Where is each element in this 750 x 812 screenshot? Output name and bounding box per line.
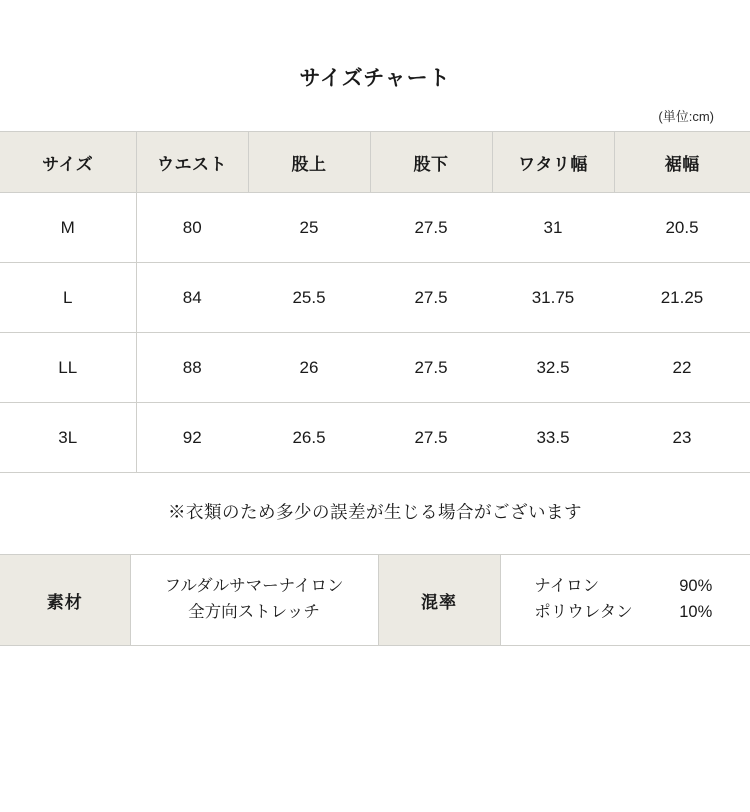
composition-item <box>534 574 716 600</box>
table-row <box>0 263 750 333</box>
table-row <box>0 193 750 263</box>
column-header-size: サイズ <box>0 132 136 193</box>
size-chart-page <box>0 62 750 812</box>
row-size-label: M <box>0 193 136 263</box>
cell-waist: 88 <box>136 333 248 403</box>
disclaimer-note: ※衣類のため多少の誤差が生じる場合がございます <box>168 502 582 522</box>
cell-hem-width: 22 <box>614 333 750 403</box>
ratio-value <box>500 555 750 646</box>
cell-rise: 26.5 <box>248 403 370 473</box>
cell-waist: 84 <box>136 263 248 333</box>
composition-name: ポリウレタン <box>534 603 633 621</box>
cell-hem-width: 23 <box>614 403 750 473</box>
column-header-thigh-width: ワタリ幅 <box>492 132 614 193</box>
row-size-label: 3L <box>0 403 136 473</box>
page-title: サイズチャート <box>299 67 451 90</box>
size-table-body <box>0 193 750 473</box>
material-value-line1: フルダルサマーナイロン <box>164 577 344 596</box>
cell-inseam: 27.5 <box>370 263 492 333</box>
cell-thigh-width: 31.75 <box>492 263 614 333</box>
cell-inseam: 27.5 <box>370 193 492 263</box>
size-table <box>0 131 750 473</box>
table-header-row <box>0 132 750 193</box>
cell-waist: 80 <box>136 193 248 263</box>
column-header-waist: ウエスト <box>136 132 248 193</box>
column-header-inseam: 股下 <box>370 132 492 193</box>
composition-name: ナイロン <box>534 577 600 596</box>
cell-thigh-width: 32.5 <box>492 333 614 403</box>
cell-hem-width: 20.5 <box>614 193 750 263</box>
size-table-header <box>0 132 750 193</box>
cell-waist: 92 <box>136 403 248 473</box>
cell-hem-width: 21.25 <box>614 263 750 333</box>
cell-rise: 25.5 <box>248 263 370 333</box>
cell-rise: 25 <box>248 193 370 263</box>
material-value <box>130 555 378 646</box>
material-table <box>0 554 750 646</box>
cell-inseam: 27.5 <box>370 403 492 473</box>
cell-thigh-width: 31 <box>492 193 614 263</box>
column-header-hem-width: 裾幅 <box>614 132 750 193</box>
cell-inseam: 27.5 <box>370 333 492 403</box>
row-size-label: L <box>0 263 136 333</box>
table-row <box>0 333 750 403</box>
composition-percent: 10% <box>679 603 713 621</box>
cell-rise: 26 <box>248 333 370 403</box>
ratio-label: 混率 <box>378 555 500 646</box>
table-row <box>0 403 750 473</box>
material-value-line2: 全方向ストレッチ <box>188 603 320 621</box>
cell-thigh-width: 33.5 <box>492 403 614 473</box>
column-header-rise: 股上 <box>248 132 370 193</box>
row-size-label: LL <box>0 333 136 403</box>
material-label: 素材 <box>0 555 130 646</box>
composition-item <box>534 600 716 626</box>
composition-percent: 90% <box>679 577 713 596</box>
table-row <box>0 555 750 646</box>
unit-note: (単位:cm) <box>658 109 714 124</box>
material-section <box>0 554 750 646</box>
